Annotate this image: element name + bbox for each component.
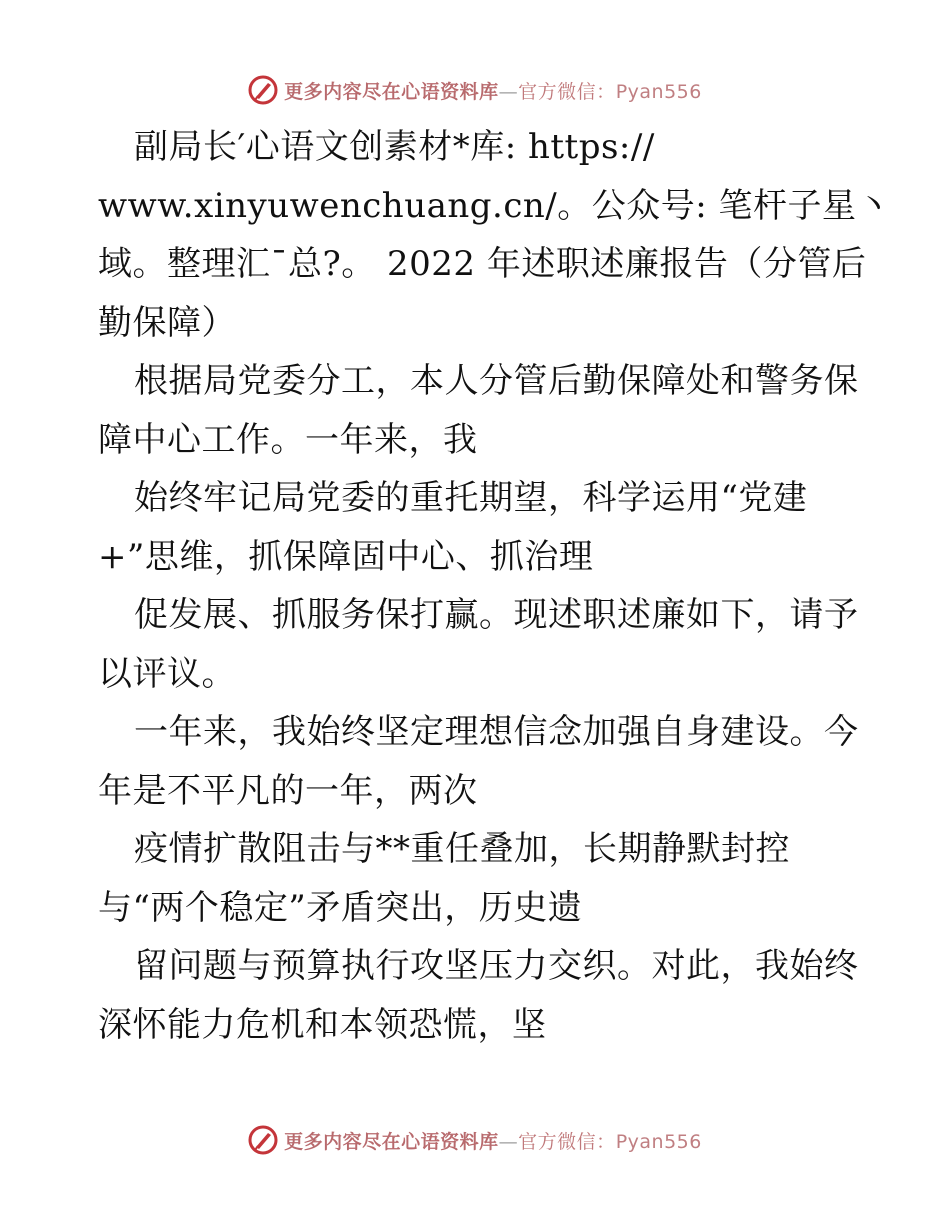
page-header-banner [0, 70, 950, 110]
banner-bold-text: 更多内容尽在心语资料库 [284, 80, 499, 103]
document-line: 促发展、抓服务保打赢。现述职述廉如下，请予 [134, 595, 859, 635]
document-body [98, 118, 891, 1054]
document-line: 障中心工作。一年来，我 [98, 419, 478, 460]
document-line: 勤保障） [98, 302, 236, 343]
banner-text [284, 1127, 702, 1154]
document-line: 年是不平凡的一年，两次 [98, 770, 478, 811]
banner-wechat-id: Pyan556 [615, 80, 702, 103]
banner-dash: — [498, 80, 519, 103]
document-line: 留问题与预算执行攻坚压力交织。对此，我始终 [134, 946, 859, 986]
quill-logo-icon [248, 75, 278, 105]
banner-dash: — [498, 1130, 519, 1153]
banner-wechat-label: 官方微信： [518, 1130, 616, 1153]
document-line: +”思维，抓保障固中心、抓治理 [98, 536, 594, 577]
document-line: 副局长′心语文创素材*库: https:// [134, 127, 655, 167]
banner-wechat-label: 官方微信： [518, 80, 616, 103]
quill-logo-icon [248, 1125, 278, 1155]
document-line: 以评议。 [98, 653, 236, 694]
document-line: 根据局党委分工，本人分管后勤保障处和警务保 [134, 361, 859, 401]
document-line: 始终牢记局党委的重托期望，科学运用“党建 [134, 478, 808, 518]
document-line: 深怀能力危机和本领恐慌，坚 [98, 1004, 547, 1045]
document-line: 域。整理汇¯总?。 2022 年述职述廉报告（分管后 [98, 244, 867, 284]
banner-bold-text: 更多内容尽在心语资料库 [284, 1130, 499, 1153]
page-footer-banner [0, 1120, 950, 1160]
document-line: 一年来，我始终坚定理想信念加强自身建设。今 [134, 712, 859, 752]
document-line: 疫情扩散阻击与**重任叠加，长期静默封控 [134, 829, 790, 869]
banner-wechat-id: Pyan556 [615, 1130, 702, 1153]
document-line: www.xinyuwenchuang.cn/。公众号: 笔杆子星丶 [98, 185, 891, 226]
document-line: 与“两个稳定”矛盾突出，历史遗 [98, 887, 583, 928]
banner-text [284, 77, 702, 104]
